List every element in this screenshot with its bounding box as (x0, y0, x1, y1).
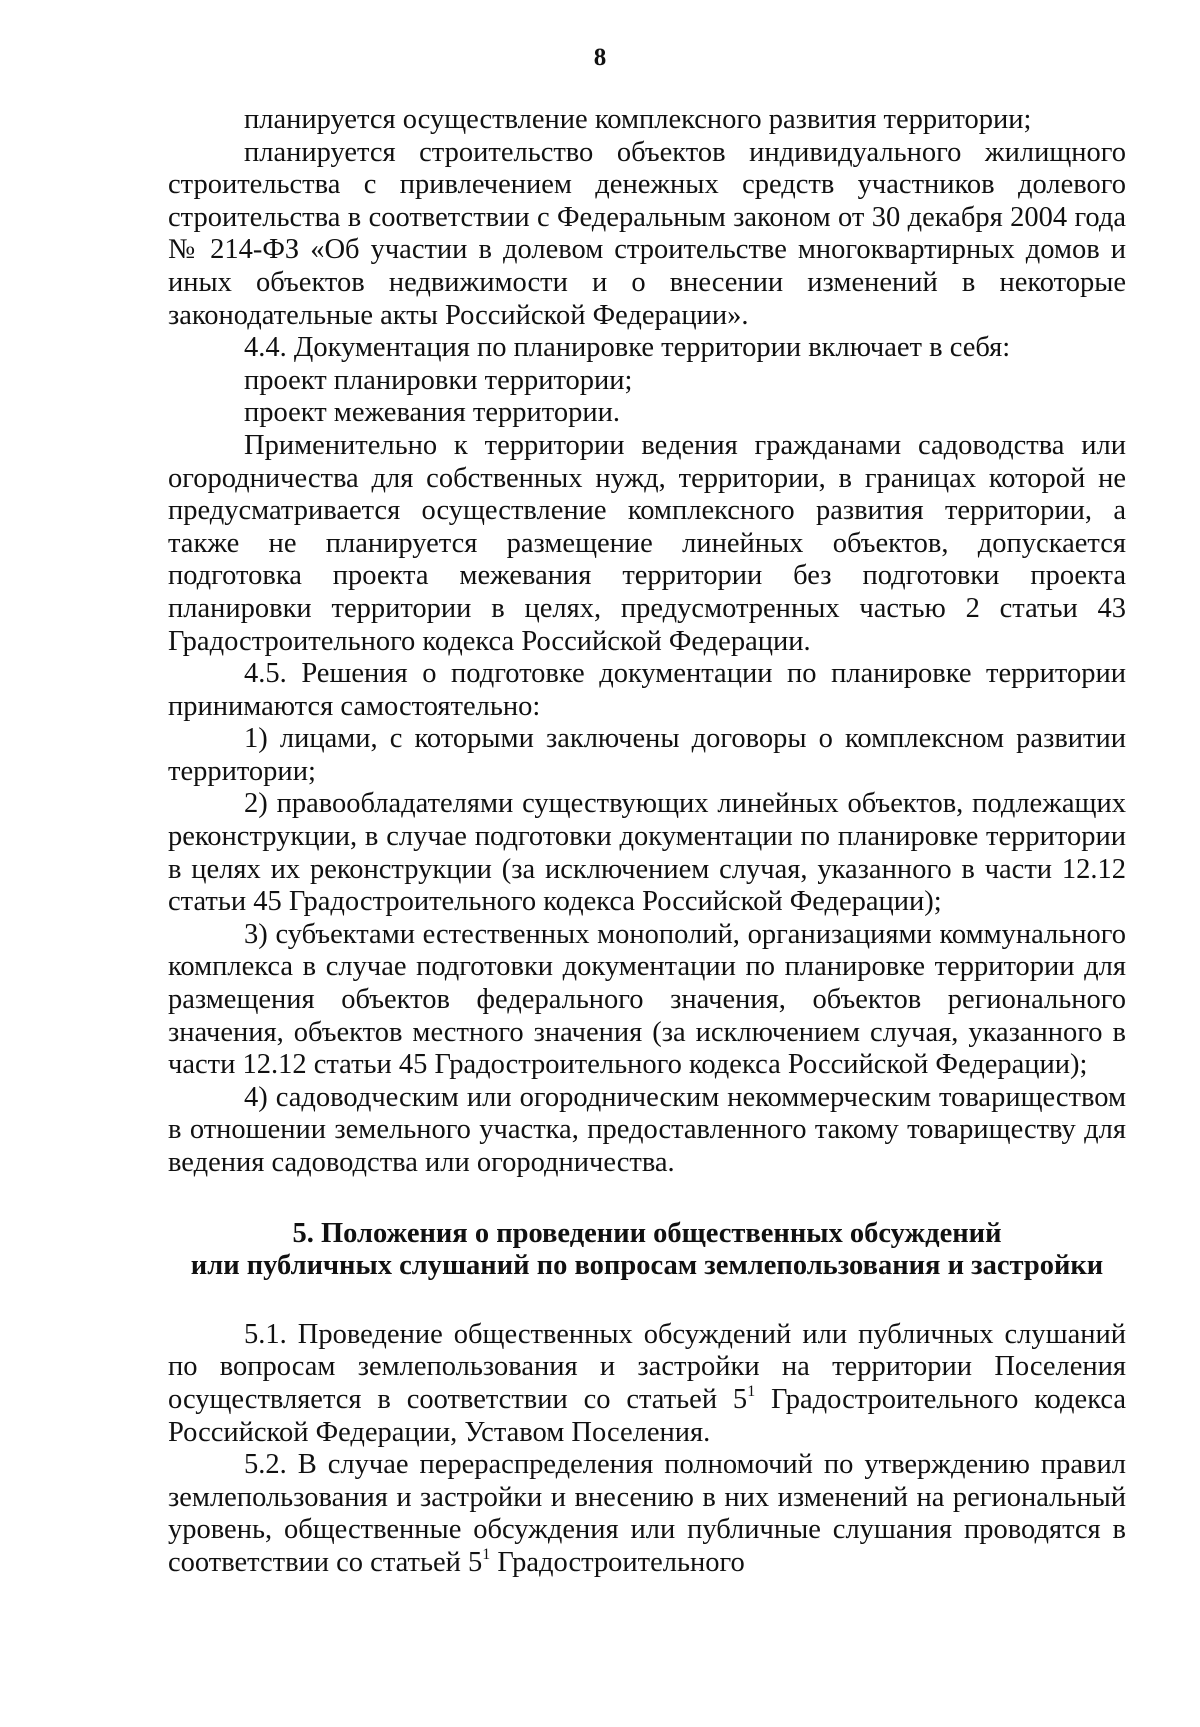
section-heading (168, 1218, 1126, 1283)
text: 5.1. Проведение общественных обсуждений или публичных слушаний по вопросам землепользования и застройки на территории Поселения осуществляется в соответствии со статьей 5 (168, 1318, 1126, 1415)
text: 5.2. В случае перераспределения полномочий по утверждению правил землепользования и застройки и внесению в них изменений на региональный уровень, общественные обсуждения или публичные слушания проводятся в соответствии со статьей 5 (168, 1449, 1126, 1578)
paragraph: планируется осуществление комплексного развития территории; (244, 104, 1032, 135)
section-heading-line: или публичных слушаний по вопросам землепользования и застройки (190, 1250, 1104, 1282)
superscript: 1 (482, 1545, 491, 1563)
list-item: 1) лицами, с которыми заключены договоры о комплексном развитии территории; (168, 723, 1126, 787)
paragraph: проект планировки территории; (244, 364, 633, 396)
page-number: 8 (593, 44, 607, 71)
paragraph-5-1 (168, 1319, 1126, 1449)
paragraph: проект межевания территории. (244, 397, 620, 429)
list-item: 3) субъектами естественных монополий, организациями коммунального комплекса в случае подготовки документации по планировке территории для размещения объектов федерального значения, объектов регионального значения, объектов местного значения (за исключением случая, указанного в части 12.12 статьи 45 Градостроительного кодекса Российской Федерации); (168, 918, 1126, 1081)
paragraph: 4.5. Решения о подготовке документации по планировке территории принимаются самостоятельно: (168, 658, 1126, 722)
section-heading-line: 5. Положения о проведении общественных обсуждений (292, 1217, 1002, 1249)
text: Градостроительного (490, 1546, 745, 1578)
paragraph: планируется строительство объектов индивидуального жилищного строительства с привлечением денежных средств участников долевого строительства в соответствии с Федеральным законом от 30 декабря 2004 года № 214-ФЗ «Об участии в долевом строительстве многоквартирных домов и иных объектов недвижимости и о внесении изменений в некоторые законодательные акты Российской Федерации». (168, 136, 1126, 331)
paragraph: 4.4. Документация по планировке территории включает в себя: (244, 332, 1011, 364)
list-item: 2) правообладателями существующих линейных объектов, подлежащих реконструкции, в случае подготовки документации по планировке территории в целях их реконструкции (за исключением случая, указанного в части 12.12 статьи 45 Градостроительного кодекса Российской Федерации); (168, 788, 1126, 918)
superscript: 1 (747, 1382, 756, 1400)
text: Градостроительного кодекса Российской Федерации, Уставом Поселения. (168, 1383, 1126, 1448)
list-item: 4) садоводческим или огородническим некоммерческим товариществом в отношении земельного участка, предоставленного такому товариществу для ведения садоводства или огородничества. (168, 1081, 1126, 1178)
paragraph-5-2 (168, 1449, 1126, 1579)
paragraph: Применительно к территории ведения гражданами садоводства или огородничества для собственных нужд, территории, в границах которой не предусматривается осуществление комплексного развития территории, а также не планируется размещение линейных объектов, допускается подготовка проекта межевания территории без подготовки проекта планировки территории в целях, предусмотренных частью 2 статьи 43 Градостроительного кодекса Российской Федерации. (168, 429, 1126, 657)
document-body (168, 104, 1126, 1580)
